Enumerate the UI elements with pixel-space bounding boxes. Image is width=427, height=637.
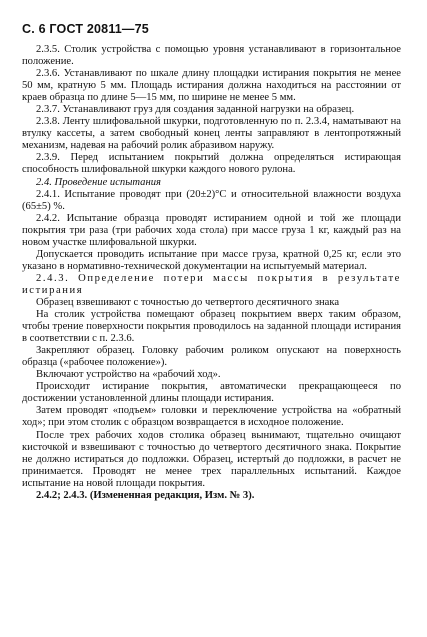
section-heading-2-4: 2.4. Проведение испытания [36,176,161,188]
paragraph-2-4-2: 2.4.2. Испытание образца проводят истиранием одной и той же площади покрытия три раза (три рабочих хода стола) при массе груза 1 кг, каждый раз на новом участке шлифовальной шкурки. [22,212,401,248]
paragraph-2-3-5: 2.3.5. Столик устройства с помощью уровня устанавливают в горизонтальное положение. [22,44,401,68]
paragraph-2-3-7: 2.3.7. Устанавливают груз для создания заданной нагрузки на образец. [36,104,355,116]
revision-note: 2.4.2; 2.4.3. (Измененная редакция, Изм. № 3). [36,489,255,501]
paragraph-after-strokes: После трех рабочих ходов столика образец вынимают, тщательно очищают кисточкой и взвешивают с точностью до четвертого десятичного знака. Покрытие не должно истираться до подложки. Образец, истертый до подложки, в расчет не принимается. Проводят не менее трех параллельных испытаний. Каждое испытание на новой площади покрытия. [22,429,401,489]
paragraph-placement: На столик устройства помещают образец покрытием вверх таким образом, чтобы трение поверхности покрытия проводилось на заданной площади истирания в соответствии с п. 2.3.6. [22,309,401,345]
paragraph-return-stroke: Затем проводят «подъем» головки и переключение устройства на «обратный ход»; при этом столик с образцом возвращается в исходное положение. [22,405,401,429]
paragraph-fix-sample: Закрепляют образец. Головку рабочим роликом опускают на поверхность образца («рабочее положение»). [22,345,401,369]
subheading-2-4-3: 2.4.3. Определение потери массы покрытия в результате истирания [22,272,401,296]
paragraph-permitted-load: Допускается проводить испытание при массе груза, кратной 0,25 кг, если это указано в нормативно-технической документации на испытуемый материал. [22,248,401,272]
paragraph-abrasion-process: Происходит истирание покрытия, автоматически прекращающееся по достижении установленной длины площади истирания. [22,381,401,405]
paragraph-2-3-8: 2.3.8. Ленту шлифовальной шкурки, подготовленную по п. 2.3.4, наматывают на втулку кассеты, а затем свободный конец ленты заправляют в лентопротяжный механизм, надевая на рабочий ролик абразивом наружу. [22,116,401,152]
page-header: С. 6 ГОСТ 20811—75 [22,22,149,36]
document-body [22,44,401,502]
paragraph-2-3-9: 2.3.9. Перед испытанием покрытий должна определяться истирающая способность шлифовальной шкурки каждого нового рулона. [22,152,401,176]
paragraph-2-3-6: 2.3.6. Устанавливают по шкале длину площадки истирания покрытия не менее 50 мм, кратную 5 мм. Площадь истирания должна находиться на расстоянии от краев образца по длине 5—15 мм, по ширине не менее 5 мм. [22,68,401,104]
paragraph-working-stroke: Включают устройство на «рабочий ход». [36,369,221,381]
paragraph-weighing: Образец взвешивают с точностью до четвертого десятичного знака [36,296,340,308]
paragraph-2-4-1: 2.4.1. Испытание проводят при (20±2)°С и относительной влажности воздуха (65±5) %. [22,188,401,212]
